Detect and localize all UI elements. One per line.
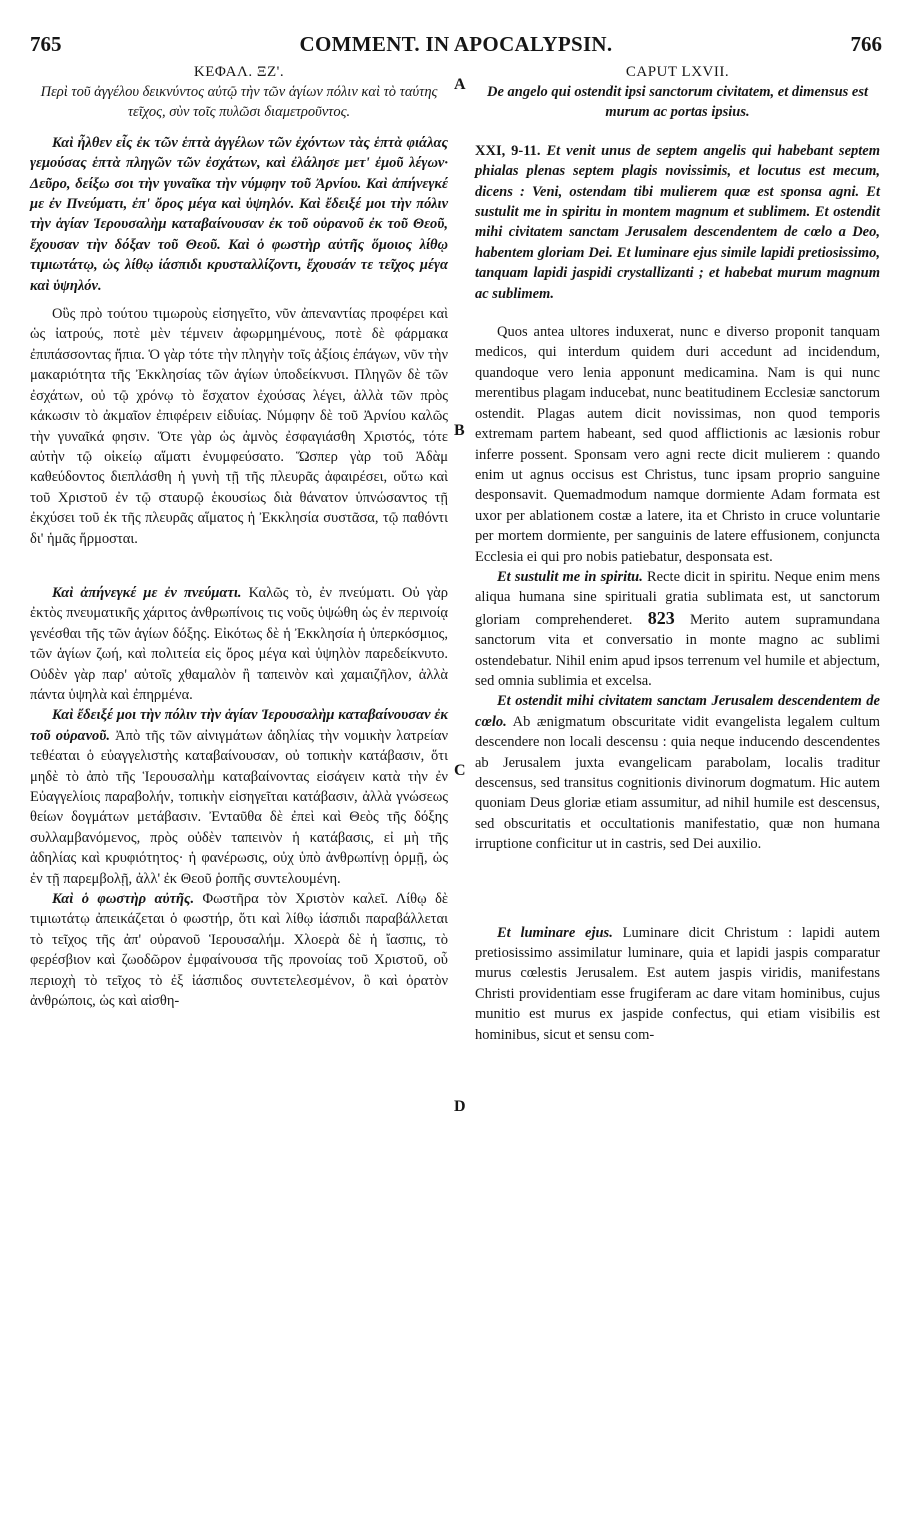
scripture-text-greek: Καὶ ἦλθεν εἷς ἐκ τῶν ἑπτὰ ἀγγέλων τῶν ἐχόντων τὰς ἑπτὰ φιάλας γεμούσας ἑπτὰ πληγῶν τῶν ἐσχάτων, καὶ ἐλάλησε μετ' ἐμοῦ λέγων· Δεῦρο, δείξω σοι τὴν γυναῖκα τὴν νύμφην τοῦ Ἀρνίου. Καὶ ἀπήνεγκέ με ἐν Πνεύματι, ἐπ' ὄρος μέγα καὶ ὑψηλόν. Καὶ ἔδειξέ μοι τὴν πόλιν τὴν ἁγίαν Ἱερουσαλὴμ καταβαίνουσαν ἐκ τοῦ οὐρανοῦ ἐκ τοῦ Θεοῦ, ἔχουσαν τὴν δόξαν τοῦ Θεοῦ. Καὶ ὁ φωστὴρ αὐτῆς ὅμοιος λίθῳ τιμιωτάτῳ, ὡς λίθῳ ἰάσπιδι κρυσταλλίζοντι, ἔχουσάν τε τεῖχος μέγα καὶ ὑψηλόν. <box>30 134 448 294</box>
column-number-marker: 823 <box>647 607 675 628</box>
latin-column <box>475 62 880 1045</box>
commentary-paragraph-greek-3 <box>30 705 448 889</box>
verse-reference: XXI, 9-11. <box>475 142 541 159</box>
lemma-greek-4: Καὶ ὁ φωστὴρ αὐτῆς. <box>52 891 195 908</box>
greek-column <box>30 62 448 1011</box>
commentary-text-greek-4: Φωστῆρα τὸν Χριστὸν καλεῖ. Λίθῳ δὲ τιμιωτάτῳ ἀπεικάζεται ὁ φωστήρ, ὅτι καὶ λίθῳ ἰάσπιδι παραβάλλεται τὸ τεῖχος τῆς ἀπ' οὐρανοῦ Ἱερουσαλήμ. Χλοερὰ δὲ ἡ ἴασπις, τὸ φερέσβιον καὶ ζωοδῶρον ἐμφαίνουσα τῆς προνοίας τοῦ Χριστοῦ, οὗ περιοχὴ τὸ τεῖχος τὸ ἐξ ἰάσπιδος συντετελεσμένον, ὃ καὶ ὁρατὸν ἀνθρώποις, ὡς καὶ αἰσθη- <box>30 891 449 1010</box>
lemma-latin-3: Et ostendit mihi civitatem sanctam Jerusalem descendentem de cœlo. <box>475 693 880 730</box>
margin-mark-c: C <box>454 762 466 779</box>
lemma-greek-2: Καὶ ἀπήνεγκέ με ἐν πνεύματι. <box>52 584 242 601</box>
running-title: COMMENT. IN APOCALYPSIN. <box>299 32 613 56</box>
commentary-paragraph-greek-1: Οὓς πρὸ τούτου τιμωροὺς εἰσηγεῖτο, νῦν ἀπεναντίας προφέρει καὶ ὡς ἰατρούς, ποτὲ μὲν τέμνειν ἀφωρμημένους, ποτὲ δὲ φάρμακα ἐπιπάσσοντας ἤπια. Ὁ γὰρ τότε τὴν πληγὴν τοῖς ἀξίοις ἐπάγων, νῦν τὴν μακαριότητα τῆς Ἐκκλησίας τῶν ἁγίων ὑποδείκνυσι. Πληγῶν δὲ τῶν ἐσχάτων, οὐ τῷ χρόνῳ τὸ ἔσχατον ἐχούσας λέγει, ἀλλὰ τῶν πρὸς κάκωσιν τὸ ἀκμαῖον ἐπιφέρειν εἰδυίας. Νύμφην δὲ τοῦ Ἀρνίου καλῶς τὴν γυναῖκά φησιν. Ὅτε γὰρ ὡς ἀμνὸς ἐσφαγιάσθη Χριστός, τότε αὐτὴν τῷ οἰκείῳ αἵματι ἐνυμφεύσατο. Ὥσπερ γὰρ τοῦ Ἀδὰμ καθεύδοντος διεπλάσθη ἡ γυνὴ τῇ τῆς πλευρᾶς ἀφαιρέσει, οὕτω καὶ τοῦ Χριστοῦ ἐν τῷ σταυρῷ ἑκουσίως διὰ θάνατον ὑπνώσαντος τῇ ἐκχύσει τοῦ ἐκ τῆς πλευρᾶς αἵματος ἡ Ἐκκλησία συστᾶσα, τῷ παθόντι δι' ἡμᾶς ἥρμοσται. <box>30 306 448 547</box>
commentary-paragraph-latin-2 <box>475 567 880 691</box>
chapter-subtitle-latin: De angelo qui ostendit ipsi sanctorum civitatem, et dimensus est murum ac portas ipsius. <box>486 84 869 121</box>
commentary-paragraph-latin-3 <box>475 691 880 854</box>
commentary-text-latin-2a: Recte dicit in spiritu. Neque enim mens aliqua humana sine spirituali gratia sublimata est, ut sanctorum gloriam comprehenderet. <box>475 568 880 628</box>
page-number-right: 766 <box>850 32 882 56</box>
commentary-text-latin-3: Ab ænigmatum obscuritate vidit evangelista legalem cultum descendere non locali descensu : quia neque inducendo descendentes ab Jerusalem juxta evangelicam parabolam, localis traditur descensus, sed transitus cognitionis divinorum dogmatum. Hic autem quoniam Deus gloriæ etiam assumitur, ad nihil humile est descensus, sed obscuritatis et occultationis manifestatio, quæ non humana irruptione conficitur ut in castris, sed Dei auxilio. <box>475 713 880 853</box>
commentary-text-greek-3: Ἀπὸ τῆς τῶν αἰνιγμάτων ἀδηλίας τὴν νομικὴν λατρείαν τεθέαται ὁ εὐαγγελιστὴς καταβαίνουσαν, οὐ τοπικὴν κατάβασιν, ὅτι μηδὲ τὸ ἀπὸ τῆς Ἱερουσαλὴμ καταβαίνοντας εἰσάγειν κατὰ τὴν ἐν Εὐαγγελίοις παραβολήν, τοπικὴν εἰσηγεῖται κατάβασιν, ἀλλὰ γνώσεως θείων δογμάτων μετάβασιν. Ἐνταῦθα δὲ ἐπεὶ καὶ Θεὸς τῆς δόξης συλλαμβανόμενος, πρὸς οὐδὲν ταπεινὸν ἡ κατάβασις, εἰ μὴ τῆς ἀδηλίας καὶ κρυφιότητος· ἡ φανέρωσις, οὐχ ὑπὸ ἀνθρωπίνῃ ὁρμῇ, ὡς ἐν τῇ παρεμβολῇ, ἀλλ' ἐκ Θεοῦ ῥοπῆς συντελουμένη. <box>30 727 448 887</box>
scripture-text-latin <box>475 141 880 304</box>
commentary-text-latin-4: Luminare dicit Christum : lapidi autem pretiosissimo assimilatur luminare, quia et lapidi jaspis comparatur murus cœlestis Jerusalem. Est autem jaspis viridis, manifestans Christi providentiam esse frugiferam ac dare vitam hominibus, cujus munitio est murus ex jaspide confectus, qui etiam visibilis est hominibus, sicut et sensu com- <box>475 924 881 1043</box>
chapter-subtitle-greek: Περὶ τοῦ ἀγγέλου δεικνύντος αὐτῷ τὴν τῶν ἁγίων πόλιν καὶ τὸ ταύτης τεῖχος, σὺν τοῖς πυλῶσι διαμετροῦντος. <box>40 84 438 121</box>
commentary-text-greek-2: Καλῶς τὸ, ἐν πνεύματι. Οὐ γὰρ ἐκτὸς πνευματικῆς χάριτος ἀνθρωπίνοις τις νοῦς ὑψώθη ὡς ἐν περινοίᾳ γενέσθαι τῆς τῶν ἁγίων δόξης. Εἰκότως δὲ ἡ Ἐκκλησία ἡ ὑπερκόσμιος, τῶν ἁγίων ζωή, καὶ πολιτεία εἰς ὄρος μέγα καὶ ὑψηλὸν παρεδείκνυτο. Οὐδὲν γὰρ παρ' αὐτοῖς χθαμαλὸν ἢ ταπεινὸν καὶ χαμαιζῆλον, ἀλλὰ πάντα ὑψηλὰ καὶ ἐπηρμένα. <box>30 584 448 703</box>
commentary-paragraph-latin-1: Quos antea ultores induxerat, nunc e diverso proponit tanquam medicos, qui interdum quidem duri accedunt ad incidendum, quandoque vero lenia apponunt medicamina. Nam is qui nunc merentibus plagam inducebat, nunc beatitudinem Ecclesiæ sanctorum ostendit. Plagas autem dicit novissimas, non quod temporis extremam partem habeant, sed quod afflictionis ac læsionis robur inferre possent. Sponsam vero agni recte dicit mulierem : quando enim ut agnus occisus est Christus, tunc ipsam proprio sanguine desponsavit. Quemadmodum namque dormiente Adam formata est uxor per ablationem costæ a latere, ita et Christo in cruce voluntarie per mortem dormiente, per sanguinis de latere effusionem, conjuncta Ecclesia ei qui pro nobis patiebatur, desponsata est. <box>475 324 880 565</box>
commentary-paragraph-latin-4 <box>475 923 880 1045</box>
chapter-heading-greek: ΚΕΦΑΛ. ΞΖ'. <box>193 64 285 80</box>
commentary-text-latin-2b: Merito autem supramundana sanctorum vita et conversatio in monte magno ac sublimi ostendebatur. Nihil enim apud ipsos terrenum vel humile et abjectum, sed omnia sublimia et excelsa. <box>475 611 880 689</box>
page-number-left: 765 <box>30 32 62 56</box>
margin-mark-b: B <box>454 422 465 439</box>
scripture-latin-body: Et venit unus de septem angelis qui habebant septem phialas plenas septem plagis novissimis, et locutus est mecum, dicens : Veni, ostendam tibi mulierem quæ est sponsa agni. Et sustulit me in spiritu in montem magnum et sublimem. Et ostendit mihi civitatem sanctam Jerusalem descendentem de cœlo a Deo, habentem gloriam Dei. Et luminare ejus simile lapidi pretiosissimo, tanquam lapidi jaspidi crystallizanti ; et habebat murum magnum ac sublimem. <box>475 142 880 302</box>
chapter-heading-latin: CAPUT LXVII. <box>625 64 730 80</box>
commentary-paragraph-greek-4 <box>30 889 448 1011</box>
lemma-latin-4: Et luminare ejus. <box>497 924 613 941</box>
running-header <box>30 32 882 62</box>
commentary-paragraph-greek-2 <box>30 583 448 705</box>
lemma-greek-3: Καὶ ἔδειξέ μοι τὴν πόλιν τὴν ἁγίαν Ἱερουσαλὴμ καταβαίνουσαν ἐκ τοῦ οὐρανοῦ. <box>30 707 448 744</box>
lemma-latin-2: Et sustulit me in spiritu. <box>497 568 643 585</box>
margin-mark-a: A <box>454 76 466 93</box>
margin-mark-d: D <box>454 1098 466 1115</box>
